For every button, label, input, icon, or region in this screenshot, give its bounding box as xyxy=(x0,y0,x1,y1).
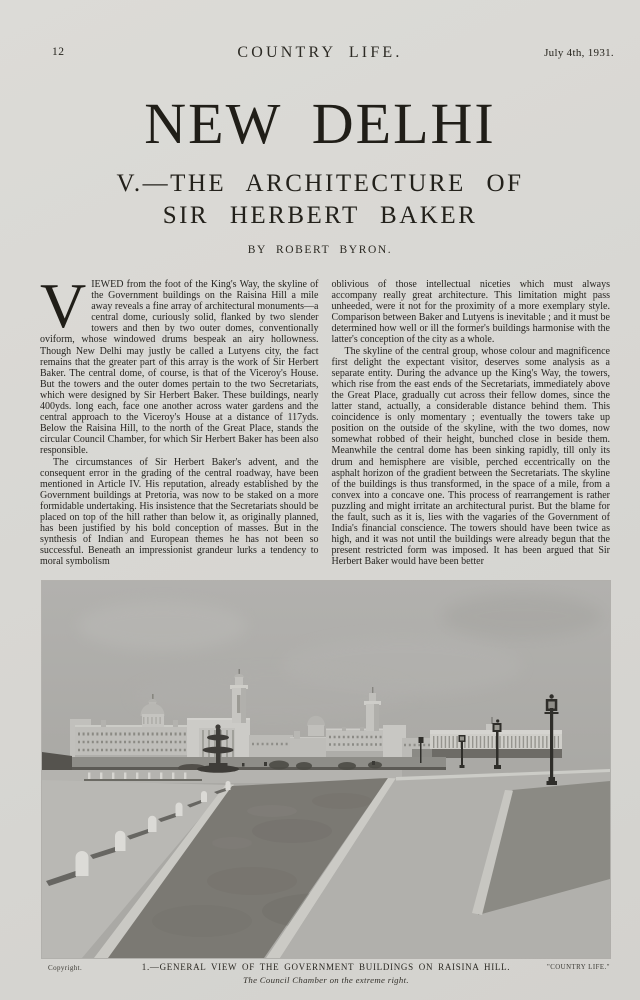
photo-credit: "COUNTRY LIFE." xyxy=(546,963,610,971)
bollard xyxy=(226,781,231,790)
article-body xyxy=(40,270,610,568)
subtitle-line-2: SIR HERBERT BAKER xyxy=(162,202,478,229)
figure-caption-row xyxy=(42,962,610,974)
byline: BY ROBERT BYRON. xyxy=(247,244,393,256)
paragraph-2: The circumstances of Sir Herbert Baker's advent, and the consequent error in the grading of the central roadway, have been mentioned in Article IV. His reputation, already established by the Government buildings at Pretoria, was now to be staked on a more formidable undertaking. His insistence that the Secretariats should be placed on top of the hill rather than below it, as originally planned, has been justified by his bold conception of masses. But in the synthesis of Indian and European themes he has not been so successful. Beneath an impressionist grandeur lurks a tendency to moral symbolism xyxy=(40,456,319,568)
article-title: NEW DELHI xyxy=(144,91,496,156)
paragraph-3: The skyline of the central group, whose colour and magnificence first delight the expectant visitor, deserves some analysis as a separate entity. During the advance up the King's Way, the towers, which rise from the east ends of the Secretariats, immediately above the Great Place, gradually cut across their fellow domes, since the latter stand, actually, a considerable distance behind them. This coincidence is only momentary ; eventually the towers take up position on the outside of the skyline, with the two domes, now somewhat robbed of their height, bunched close in beside them. Meanwhile the central dome has been sinking rapidly, till only its drum and hemisphere are visible, perched eccentrically on the asphalt horizon of the gradient between the Secretariats. The skyline of the buildings is thus transformed, in the space of a mile, from a convex into a concave one. This process of rearrangement is rather puzzling and might irritate an architectural purist. But the blame for the fault, such as it is, lies with the vagaries of the Government of India's financial conscience. The towers should have been twice as high, and it was not until the buildings were already begun that the present restricted form was imposed. It has been argued that Sir Herbert Baker would have been better xyxy=(331,345,610,568)
masthead: COUNTRY LIFE. xyxy=(237,44,403,61)
raisina-hill-photo xyxy=(42,581,610,958)
bollard xyxy=(176,803,183,817)
figure-photo xyxy=(42,581,610,958)
figure-caption: 1.—GENERAL VIEW OF THE GOVERNMENT BUILDINGS ON RAISINA HILL. xyxy=(141,962,511,972)
north-secretariat xyxy=(70,719,188,763)
paragraph-1 xyxy=(40,270,319,457)
right-column xyxy=(332,279,611,567)
running-head xyxy=(0,44,640,64)
subtitle-line-1: V.—THE ARCHITECTURE OF xyxy=(116,170,524,197)
bollard xyxy=(201,791,207,802)
terrace-wall xyxy=(42,757,446,772)
foreground xyxy=(42,769,610,958)
copyright-note: Copyright. xyxy=(48,963,83,972)
bollard xyxy=(115,831,126,851)
left-column xyxy=(40,270,319,568)
drop-cap: V xyxy=(40,270,87,341)
paragraph-2-continued: oblivious of those intellectual niceties which must always accompany really great architecture. This limitation might pass unheeded, were it not for the proximity of a more exemplary style. Comparison between Baker and Lutyens is inevitable ; and it must be determined how well or ill the former's buildings harmonise with the latter's conception of the city as a whole. xyxy=(331,279,610,346)
bollard xyxy=(76,851,89,876)
bollard xyxy=(148,816,157,832)
page-number: 12 xyxy=(52,46,65,58)
paragraph-1-text: IEWED from the foot of the King's Way, the skyline of the Government buildings on the Raisina Hill a mile away reveals a fine array of architectural monuments—a central dome, curiously solid, flanked by two slender towers and then by two outer domes, conventionally oviform, whose windowed drums bespeak an airy hollowness. Though New Delhi may justly be called a Lutyens city, the fact remains that the greater part of this array is the work of Sir Herbert Baker. The central dome, of course, is that of the Viceroy's House. But the towers and the outer domes pertain to the two Secretariats, which were designed by Sir Herbert Baker. These buildings, nearly 400yds. long each, face one another across water gardens and the central approach to the Viceroy's House at a distance of 117yds. Below the Raisina Hill, to the north of the Great Place, stands the circular Council Chamber, for which Sir Herbert Baker has been also responsible. xyxy=(40,279,319,457)
article-subtitle xyxy=(0,168,640,232)
figure-subcaption: The Council Chamber on the extreme right. xyxy=(243,975,409,985)
issue-date: July 4th, 1931. xyxy=(544,47,614,59)
